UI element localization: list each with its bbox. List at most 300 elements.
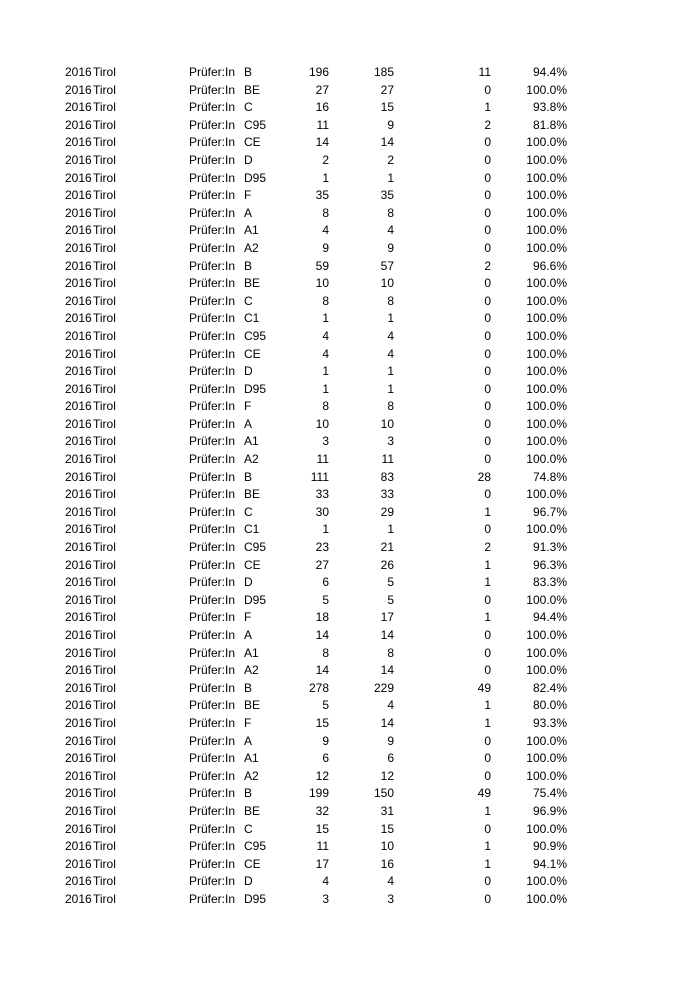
year-cell: 2016 <box>65 452 92 467</box>
table-row <box>0 750 700 768</box>
license-class-cell: D95 <box>244 170 267 185</box>
total-count-cell: 8 <box>322 205 329 220</box>
year-cell: 2016 <box>65 733 92 748</box>
table-row <box>0 363 700 381</box>
failed-count-cell: 0 <box>484 416 491 431</box>
table-row <box>0 381 700 399</box>
passed-count-cell: 4 <box>387 698 394 713</box>
examiner-role-cell: Prüfer:In <box>189 65 236 79</box>
year-cell: 2016 <box>65 188 92 203</box>
region-cell: Tirol <box>93 628 116 642</box>
year-cell: 2016 <box>65 381 92 396</box>
passed-count-cell: 8 <box>387 645 394 660</box>
license-class-cell: C <box>244 293 253 308</box>
pass-rate-cell: 100.0% <box>526 434 567 449</box>
year-cell: 2016 <box>65 698 92 713</box>
failed-count-cell: 0 <box>484 135 491 150</box>
region-cell: Tirol <box>93 135 116 150</box>
total-count-cell: 14 <box>315 663 329 678</box>
failed-count-cell: 0 <box>484 434 491 449</box>
region-cell: Tirol <box>93 364 116 379</box>
license-class-cell: F <box>244 715 252 730</box>
passed-count-cell: 5 <box>387 592 394 607</box>
passed-count-cell: 9 <box>387 733 394 748</box>
pass-rate-cell: 100.0% <box>526 205 567 220</box>
region-cell: Tirol <box>93 240 116 255</box>
total-count-cell: 32 <box>315 803 329 818</box>
failed-count-cell: 2 <box>484 258 491 273</box>
year-cell: 2016 <box>65 223 92 238</box>
failed-count-cell: 0 <box>484 311 491 326</box>
region-cell: Tirol <box>93 751 116 766</box>
pass-rate-cell: 100.0% <box>526 152 567 167</box>
passed-count-cell: 2 <box>387 152 394 167</box>
year-cell: 2016 <box>65 469 92 484</box>
examiner-role-cell: Prüfer:In <box>189 645 236 660</box>
passed-count-cell: 9 <box>387 240 394 255</box>
region-cell: Tirol <box>93 575 116 590</box>
total-count-cell: 18 <box>315 610 329 625</box>
examiner-role-cell: Prüfer:In <box>189 839 236 854</box>
table-row <box>0 64 700 82</box>
pass-rate-cell: 96.3% <box>532 557 567 572</box>
license-class-cell: D <box>244 152 253 167</box>
table-row <box>0 99 700 117</box>
failed-count-cell: 1 <box>484 803 491 818</box>
region-cell: Tirol <box>93 768 116 783</box>
region-cell: Tirol <box>93 522 116 537</box>
passed-count-cell: 6 <box>387 751 394 766</box>
examiner-role-cell: Prüfer:In <box>189 680 236 695</box>
failed-count-cell: 0 <box>484 223 491 238</box>
table-row <box>0 803 700 821</box>
examiner-role-cell: Prüfer:In <box>189 205 236 220</box>
examiner-role-cell: Prüfer:In <box>189 399 236 414</box>
total-count-cell: 15 <box>315 821 329 836</box>
year-cell: 2016 <box>65 557 92 572</box>
failed-count-cell: 0 <box>484 821 491 836</box>
failed-count-cell: 1 <box>484 698 491 713</box>
total-count-cell: 10 <box>315 416 329 431</box>
table-row <box>0 715 700 733</box>
passed-count-cell: 12 <box>380 768 394 783</box>
passed-count-cell: 10 <box>380 839 394 854</box>
year-cell: 2016 <box>65 663 92 678</box>
year-cell: 2016 <box>65 487 92 502</box>
year-cell: 2016 <box>65 839 92 854</box>
failed-count-cell: 1 <box>484 610 491 625</box>
failed-count-cell: 0 <box>484 733 491 748</box>
failed-count-cell: 1 <box>484 557 491 572</box>
total-count-cell: 11 <box>316 839 329 854</box>
table-row <box>0 557 700 575</box>
table-row <box>0 574 700 592</box>
passed-count-cell: 3 <box>387 434 394 449</box>
region-cell: Tirol <box>93 65 116 79</box>
examiner-role-cell: Prüfer:In <box>189 223 236 238</box>
pass-rate-cell: 100.0% <box>526 821 567 836</box>
pass-rate-cell: 100.0% <box>526 364 567 379</box>
license-class-cell: C1 <box>244 522 260 537</box>
region-cell: Tirol <box>93 821 116 836</box>
failed-count-cell: 0 <box>484 276 491 291</box>
examiner-role-cell: Prüfer:In <box>189 487 236 502</box>
failed-count-cell: 1 <box>484 100 491 115</box>
year-cell: 2016 <box>65 258 92 273</box>
passed-count-cell: 35 <box>380 188 394 203</box>
passed-count-cell: 8 <box>387 205 394 220</box>
passed-count-cell: 150 <box>373 786 394 801</box>
failed-count-cell: 0 <box>484 891 491 906</box>
region-cell: Tirol <box>93 188 116 203</box>
total-count-cell: 4 <box>322 346 329 361</box>
license-class-cell: A1 <box>244 223 259 238</box>
license-class-cell: D95 <box>244 592 267 607</box>
pass-rate-cell: 100.0% <box>526 82 567 97</box>
examiner-role-cell: Prüfer:In <box>189 135 236 150</box>
year-cell: 2016 <box>65 117 92 132</box>
examiner-role-cell: Prüfer:In <box>189 276 236 291</box>
examiner-role-cell: Prüfer:In <box>189 240 236 255</box>
examiner-role-cell: Prüfer:In <box>189 82 236 97</box>
examiner-role-cell: Prüfer:In <box>189 328 236 343</box>
examiner-role-cell: Prüfer:In <box>189 469 236 484</box>
examiner-role-cell: Prüfer:In <box>189 663 236 678</box>
license-class-cell: B <box>244 258 253 273</box>
failed-count-cell: 0 <box>484 592 491 607</box>
region-cell: Tirol <box>93 874 116 889</box>
table-row <box>0 293 700 311</box>
failed-count-cell: 0 <box>484 205 491 220</box>
year-cell: 2016 <box>65 311 92 326</box>
region-cell: Tirol <box>93 258 116 273</box>
table-row <box>0 346 700 364</box>
pass-rate-cell: 96.7% <box>532 504 567 519</box>
total-count-cell: 23 <box>315 540 329 555</box>
passed-count-cell: 15 <box>380 100 394 115</box>
examiner-role-cell: Prüfer:In <box>189 416 236 431</box>
total-count-cell: 4 <box>322 874 329 889</box>
region-cell: Tirol <box>93 100 116 115</box>
pass-rate-cell: 96.6% <box>532 258 567 273</box>
examiner-role-cell: Prüfer:In <box>189 610 236 625</box>
region-cell: Tirol <box>93 82 116 97</box>
pass-rate-cell: 90.9% <box>532 839 567 854</box>
year-cell: 2016 <box>65 240 92 255</box>
failed-count-cell: 0 <box>484 751 491 766</box>
pass-rate-cell: 100.0% <box>526 891 567 906</box>
failed-count-cell: 0 <box>484 82 491 97</box>
table-row <box>0 504 700 522</box>
region-cell: Tirol <box>93 592 116 607</box>
total-count-cell: 35 <box>315 188 329 203</box>
table-row <box>0 733 700 751</box>
total-count-cell: 1 <box>322 170 329 185</box>
license-class-cell: CE <box>244 135 261 150</box>
failed-count-cell: 2 <box>484 117 491 132</box>
total-count-cell: 12 <box>315 768 329 783</box>
table-row <box>0 768 700 786</box>
pass-rate-cell: 100.0% <box>526 768 567 783</box>
license-class-cell: BE <box>244 276 261 291</box>
total-count-cell: 14 <box>315 135 329 150</box>
table-row <box>0 205 700 223</box>
total-count-cell: 16 <box>315 100 329 115</box>
region-cell: Tirol <box>93 293 116 308</box>
pass-rate-cell: 100.0% <box>526 135 567 150</box>
table-row <box>0 275 700 293</box>
examiner-role-cell: Prüfer:In <box>189 311 236 326</box>
license-class-cell: A2 <box>244 452 259 467</box>
pass-rate-cell: 100.0% <box>526 399 567 414</box>
total-count-cell: 11 <box>316 452 329 467</box>
passed-count-cell: 1 <box>387 364 394 379</box>
table-row <box>0 680 700 698</box>
pass-rate-cell: 100.0% <box>526 346 567 361</box>
table-row <box>0 469 700 487</box>
failed-count-cell: 1 <box>484 575 491 590</box>
pass-rate-cell: 74.8% <box>532 469 567 484</box>
year-cell: 2016 <box>65 364 92 379</box>
table-row <box>0 398 700 416</box>
license-class-cell: A2 <box>244 663 259 678</box>
table-row <box>0 328 700 346</box>
license-class-cell: BE <box>244 82 261 97</box>
failed-count-cell: 1 <box>484 504 491 519</box>
total-count-cell: 6 <box>322 575 329 590</box>
license-class-cell: CE <box>244 346 261 361</box>
passed-count-cell: 29 <box>380 504 394 519</box>
license-class-cell: A2 <box>244 768 259 783</box>
pass-rate-cell: 91.3% <box>532 540 567 555</box>
pass-rate-cell: 94.1% <box>532 856 567 871</box>
passed-count-cell: 8 <box>387 399 394 414</box>
year-cell: 2016 <box>65 821 92 836</box>
total-count-cell: 8 <box>322 399 329 414</box>
examiner-role-cell: Prüfer:In <box>189 152 236 167</box>
table-row <box>0 592 700 610</box>
year-cell: 2016 <box>65 891 92 906</box>
examiner-role-cell: Prüfer:In <box>189 364 236 379</box>
table-row <box>0 310 700 328</box>
license-class-cell: C <box>244 821 253 836</box>
region-cell: Tirol <box>93 839 116 854</box>
table-row <box>0 451 700 469</box>
total-count-cell: 27 <box>315 82 329 97</box>
region-cell: Tirol <box>93 170 116 185</box>
examiner-role-cell: Prüfer:In <box>189 258 236 273</box>
total-count-cell: 5 <box>322 698 329 713</box>
pass-rate-cell: 100.0% <box>526 170 567 185</box>
examiner-role-cell: Prüfer:In <box>189 188 236 203</box>
table-row <box>0 645 700 663</box>
license-class-cell: C <box>244 504 253 519</box>
failed-count-cell: 1 <box>484 715 491 730</box>
pass-rate-cell: 100.0% <box>526 381 567 396</box>
region-cell: Tirol <box>93 469 116 484</box>
passed-count-cell: 31 <box>380 803 394 818</box>
failed-count-cell: 2 <box>484 540 491 555</box>
region-cell: Tirol <box>93 645 116 660</box>
pass-rate-cell: 100.0% <box>526 452 567 467</box>
failed-count-cell: 0 <box>484 188 491 203</box>
region-cell: Tirol <box>93 663 116 678</box>
year-cell: 2016 <box>65 65 92 79</box>
license-class-cell: A1 <box>244 645 259 660</box>
license-class-cell: C1 <box>244 311 260 326</box>
passed-count-cell: 1 <box>387 522 394 537</box>
total-count-cell: 33 <box>315 487 329 502</box>
failed-count-cell: 0 <box>484 645 491 660</box>
table-row <box>0 187 700 205</box>
license-class-cell: D <box>244 364 253 379</box>
examiner-role-cell: Prüfer:In <box>189 434 236 449</box>
examiner-role-cell: Prüfer:In <box>189 522 236 537</box>
table-row <box>0 838 700 856</box>
pass-rate-cell: 100.0% <box>526 874 567 889</box>
passed-count-cell: 1 <box>387 311 394 326</box>
license-class-cell: BE <box>244 487 261 502</box>
license-class-cell: D <box>244 575 253 590</box>
year-cell: 2016 <box>65 715 92 730</box>
table-row <box>0 627 700 645</box>
data-sheet <box>0 64 700 909</box>
region-cell: Tirol <box>93 715 116 730</box>
pass-rate-cell: 100.0% <box>526 522 567 537</box>
pass-rate-cell: 100.0% <box>526 751 567 766</box>
failed-count-cell: 0 <box>484 663 491 678</box>
total-count-cell: 1 <box>322 364 329 379</box>
table-row <box>0 416 700 434</box>
pass-rate-cell: 75.4% <box>532 786 567 801</box>
year-cell: 2016 <box>65 205 92 220</box>
license-class-cell: C <box>244 100 253 115</box>
license-class-cell: CE <box>244 856 261 871</box>
total-count-cell: 9 <box>322 240 329 255</box>
pass-rate-cell: 100.0% <box>526 276 567 291</box>
passed-count-cell: 4 <box>387 874 394 889</box>
region-cell: Tirol <box>93 733 116 748</box>
total-count-cell: 1 <box>322 522 329 537</box>
passed-count-cell: 3 <box>387 891 394 906</box>
year-cell: 2016 <box>65 645 92 660</box>
year-cell: 2016 <box>65 575 92 590</box>
table-row <box>0 785 700 803</box>
pass-rate-cell: 100.0% <box>526 416 567 431</box>
examiner-role-cell: Prüfer:In <box>189 803 236 818</box>
table-row <box>0 433 700 451</box>
year-cell: 2016 <box>65 328 92 343</box>
region-cell: Tirol <box>93 311 116 326</box>
table-row <box>0 258 700 276</box>
region-cell: Tirol <box>93 452 116 467</box>
pass-rate-cell: 81.8% <box>532 117 567 132</box>
pass-rate-cell: 100.0% <box>526 663 567 678</box>
failed-count-cell: 0 <box>484 768 491 783</box>
passed-count-cell: 4 <box>387 328 394 343</box>
passed-count-cell: 14 <box>380 715 394 730</box>
total-count-cell: 196 <box>308 65 329 79</box>
license-class-cell: C95 <box>244 839 267 854</box>
passed-count-cell: 10 <box>380 416 394 431</box>
examiner-role-cell: Prüfer:In <box>189 751 236 766</box>
examiner-role-cell: Prüfer:In <box>189 117 236 132</box>
failed-count-cell: 0 <box>484 487 491 502</box>
pass-rate-cell: 83.3% <box>532 575 567 590</box>
pass-rate-cell: 100.0% <box>526 223 567 238</box>
license-class-cell: F <box>244 188 252 203</box>
failed-count-cell: 0 <box>484 522 491 537</box>
license-class-cell: D95 <box>244 381 267 396</box>
license-class-cell: A1 <box>244 434 259 449</box>
region-cell: Tirol <box>93 856 116 871</box>
region-cell: Tirol <box>93 487 116 502</box>
passed-count-cell: 21 <box>380 540 394 555</box>
license-class-cell: A2 <box>244 240 259 255</box>
pass-rate-cell: 100.0% <box>526 592 567 607</box>
examiner-role-cell: Prüfer:In <box>189 381 236 396</box>
examiner-role-cell: Prüfer:In <box>189 557 236 572</box>
total-count-cell: 59 <box>315 258 329 273</box>
examiner-role-cell: Prüfer:In <box>189 100 236 115</box>
failed-count-cell: 0 <box>484 346 491 361</box>
license-class-cell: D95 <box>244 891 267 906</box>
license-class-cell: D <box>244 874 253 889</box>
license-class-cell: C95 <box>244 328 267 343</box>
examiner-role-cell: Prüfer:In <box>189 346 236 361</box>
examiner-role-cell: Prüfer:In <box>189 698 236 713</box>
failed-count-cell: 28 <box>477 469 491 484</box>
passed-count-cell: 16 <box>380 856 394 871</box>
examiner-role-cell: Prüfer:In <box>189 628 236 642</box>
pass-rate-cell: 82.4% <box>532 680 567 695</box>
passed-count-cell: 83 <box>380 469 394 484</box>
pass-rate-cell: 100.0% <box>526 628 567 642</box>
failed-count-cell: 0 <box>484 364 491 379</box>
license-class-cell: BE <box>244 698 261 713</box>
passed-count-cell: 9 <box>387 117 394 132</box>
year-cell: 2016 <box>65 504 92 519</box>
failed-count-cell: 0 <box>484 152 491 167</box>
total-count-cell: 278 <box>308 680 329 695</box>
table-row <box>0 170 700 188</box>
pass-rate-cell: 100.0% <box>526 293 567 308</box>
failed-count-cell: 0 <box>484 328 491 343</box>
year-cell: 2016 <box>65 346 92 361</box>
year-cell: 2016 <box>65 786 92 801</box>
pass-rate-cell: 100.0% <box>526 645 567 660</box>
passed-count-cell: 57 <box>380 258 394 273</box>
pass-rate-cell: 100.0% <box>526 487 567 502</box>
year-cell: 2016 <box>65 399 92 414</box>
year-cell: 2016 <box>65 152 92 167</box>
examiner-role-cell: Prüfer:In <box>189 891 236 906</box>
table-row <box>0 521 700 539</box>
total-count-cell: 4 <box>322 328 329 343</box>
failed-count-cell: 49 <box>477 680 491 695</box>
failed-count-cell: 49 <box>477 786 491 801</box>
table-row <box>0 134 700 152</box>
region-cell: Tirol <box>93 698 116 713</box>
year-cell: 2016 <box>65 856 92 871</box>
table-row <box>0 240 700 258</box>
table-row <box>0 891 700 909</box>
license-class-cell: B <box>244 786 253 801</box>
license-class-cell: B <box>244 680 253 695</box>
table-row <box>0 697 700 715</box>
year-cell: 2016 <box>65 628 92 642</box>
total-count-cell: 8 <box>322 645 329 660</box>
